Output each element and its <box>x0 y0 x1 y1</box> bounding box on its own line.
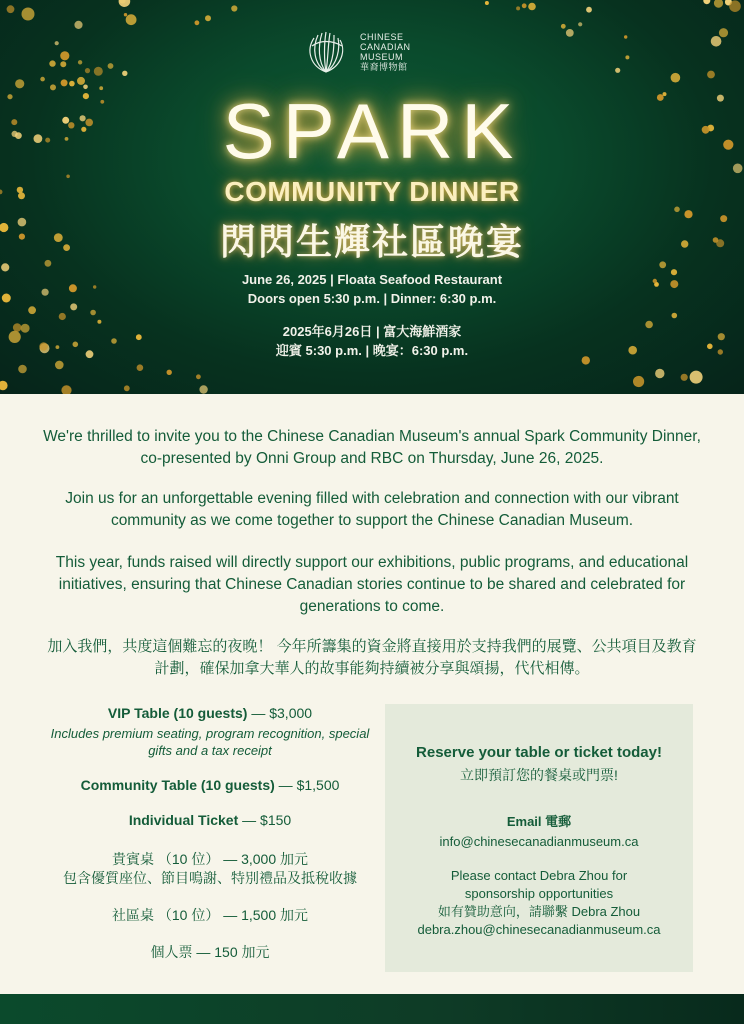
event-title: SPARK <box>222 87 522 175</box>
gold-dot <box>633 376 644 387</box>
gold-dot <box>55 41 59 45</box>
individual-tier-cn: 個人票 — 150 加元 <box>150 944 270 960</box>
individual-tier-price: — $150 <box>238 812 292 828</box>
gold-dot <box>60 51 69 60</box>
gold-dot <box>55 361 64 370</box>
gold-dot <box>231 5 237 11</box>
gold-dot <box>624 35 627 38</box>
gold-dot <box>124 385 130 391</box>
community-tier-cn: 社區桌 （10 位） — 1,500 加元 <box>111 907 309 923</box>
gold-dot <box>77 77 85 85</box>
gold-dot <box>167 370 172 375</box>
museum-logo-icon <box>300 26 352 78</box>
museum-logo <box>300 26 440 78</box>
gold-dot <box>690 371 703 384</box>
gold-dot <box>7 5 15 13</box>
email-link[interactable]: info@chinesecanadianmuseum.ca <box>439 834 639 849</box>
gold-dot <box>90 310 96 316</box>
gold-dot <box>40 77 45 82</box>
hero-banner <box>0 0 744 394</box>
gold-dot <box>671 73 681 83</box>
contact-line-1: Please contact Debra Zhou for <box>450 868 628 883</box>
gold-dot <box>122 71 127 76</box>
contact-email-link[interactable]: debra.zhou@chinesecanadianmuseum.ca <box>417 922 661 937</box>
gold-dot <box>707 71 715 79</box>
logo-line-3: MUSEUM <box>360 52 403 62</box>
ticket-tiers <box>40 704 380 962</box>
gold-dot <box>196 374 201 379</box>
event-info-cn-2: 迎賓 5:30 p.m. | 晚宴：6:30 p.m. <box>275 343 469 358</box>
email-label: Email 電郵 <box>506 814 572 829</box>
gold-dot <box>655 369 664 378</box>
contact-line-cn: 如有贊助意向，請聯繫 Debra Zhou <box>437 904 641 919</box>
community-tier-name: Community Table (10 guests) <box>80 777 275 793</box>
gold-dot <box>528 3 536 11</box>
vip-tier-note: Includes premium seating, program recognition, special gifts and a tax receipt <box>50 726 370 758</box>
invitation-paragraph: Join us for an unforgettable evening filled with celebration and connection with our vibrant community as we come together to support the Chinese Canadian Museum. <box>65 490 679 529</box>
gold-dot <box>578 22 582 26</box>
gold-dot <box>94 67 103 76</box>
gold-dot <box>74 21 82 29</box>
gold-dot <box>672 313 678 319</box>
gold-dot <box>137 364 144 371</box>
gold-dot <box>126 14 137 25</box>
gold-dot <box>60 61 66 67</box>
logo-line-1: CHINESE <box>360 32 404 42</box>
gold-dot <box>681 374 688 381</box>
gold-dot <box>205 15 211 21</box>
logo-line-2: CANADIAN <box>360 42 411 52</box>
gold-dot <box>61 385 71 394</box>
vip-tier-price: — $3,000 <box>247 705 313 721</box>
gold-dot <box>561 24 566 29</box>
gold-dot <box>195 20 200 25</box>
event-info-cn-1: 2025年6月26日 | 富大海鮮酒家 <box>282 324 462 339</box>
reserve-heading: Reserve your table or ticket today! <box>416 744 662 761</box>
footer-bar <box>0 994 744 1024</box>
intro-paragraph: We're thrilled to invite you to the Chinese Canadian Museum's annual Spark Community Dinner, co-presented by Onni Group and RBC on Thursday, June 26, 2025. <box>43 428 701 467</box>
gold-dot <box>703 0 710 4</box>
gold-dot <box>615 68 620 73</box>
gold-dot <box>485 1 489 5</box>
contact-line-2: sponsorship opportunities <box>464 886 614 901</box>
gold-dot <box>108 63 114 69</box>
gold-dot <box>522 3 527 8</box>
logo-line-4: 華裔博物館 <box>360 62 408 72</box>
gold-dot <box>714 0 723 8</box>
funds-paragraph: This year, funds raised will directly support our exhibitions, public programs, and educational initiatives, ensuring that Chinese Canadian stories continue to be shared and celebrated for generations to come. <box>55 554 689 615</box>
gold-dot <box>119 0 131 7</box>
gold-dot <box>22 8 35 21</box>
gold-dot <box>729 0 741 12</box>
vip-tier <box>40 704 380 723</box>
event-subtitle: COMMUNITY DINNER <box>224 176 520 207</box>
gold-dot <box>625 55 629 59</box>
vip-tier-name: VIP Table (10 guests) <box>107 705 248 721</box>
event-title-chinese: 閃閃生輝社區晚宴 <box>219 221 524 262</box>
vip-tier-cn-note: 包含優質座位、節目鳴謝、特別禮品及抵稅收據 <box>63 870 357 886</box>
gold-dot <box>719 28 728 37</box>
gold-dot <box>0 381 8 391</box>
event-info-en-1: June 26, 2025 | Floata Seafood Restaurant <box>241 272 503 287</box>
gold-dot <box>586 7 592 13</box>
vip-tier-cn: 貴賓桌 （10 位） — 3,000 加元 <box>111 851 309 867</box>
individual-tier-name: Individual Ticket <box>128 812 239 828</box>
gold-dot <box>516 6 520 10</box>
gold-dot <box>78 60 82 64</box>
event-info-en-2: Doors open 5:30 p.m. | Dinner: 6:30 p.m. <box>247 291 497 306</box>
chinese-paragraph: 加入我們，共度這個難忘的夜晚！ 今年所籌集的資金將直接用於支持我們的展覽、公共項目及教育計劃，確保加拿大華人的故事能夠持續被分享與頌揚，代代相傳。 <box>47 638 697 677</box>
community-tier-price: — $1,500 <box>274 777 340 793</box>
gold-dot <box>28 306 36 314</box>
individual-tier <box>40 811 380 830</box>
gold-dot <box>124 13 127 16</box>
gold-dot <box>199 385 207 393</box>
reserve-heading-cn: 立即預訂您的餐桌或門票! <box>460 767 618 783</box>
gold-dot <box>85 68 90 73</box>
gold-dot <box>566 29 574 37</box>
gold-dot <box>18 365 27 374</box>
gold-dot <box>711 36 722 47</box>
community-tier <box>40 776 380 795</box>
gold-dot <box>49 60 55 66</box>
gold-dot <box>59 313 66 320</box>
reserve-panel <box>385 704 693 972</box>
